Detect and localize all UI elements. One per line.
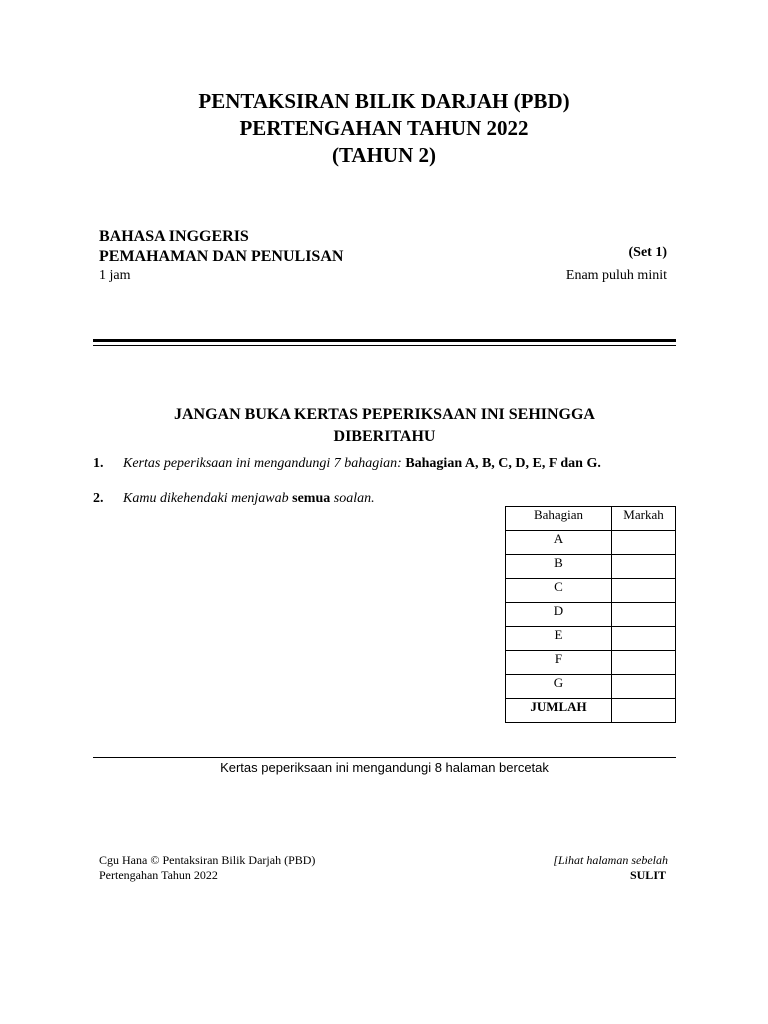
section-cell: B <box>506 555 612 579</box>
header-title-line1: PENTAKSIRAN BILIK DARJAH (PBD) <box>198 89 570 113</box>
warning-line1: JANGAN BUKA KERTAS PEPERIKSAAN INI SEHINGGA <box>174 406 595 423</box>
set-label: (Set 1) <box>628 245 667 260</box>
section-cell: D <box>506 603 612 627</box>
instruction-text: Kertas peperiksaan ini mengandungi 7 bahagian: <box>123 456 406 471</box>
instruction-text-end: soalan. <box>330 491 375 506</box>
footer-credit: Cgu Hana © Pentaksiran Bilik Darjah (PBD) <box>99 853 316 867</box>
subject-name: BAHASA INGGERIS <box>99 228 249 245</box>
table-row <box>506 531 676 555</box>
mark-cell[interactable] <box>612 651 676 675</box>
page-count-note: Kertas peperiksaan ini mengandungi 8 halaman bercetak <box>220 760 549 775</box>
table-row <box>506 651 676 675</box>
total-label: JUMLAH <box>506 699 612 723</box>
mark-cell[interactable] <box>612 579 676 603</box>
table-row <box>506 555 676 579</box>
section-cell: F <box>506 651 612 675</box>
table-row <box>506 675 676 699</box>
footer-divider <box>93 757 676 758</box>
table-row <box>506 579 676 603</box>
section-cell: G <box>506 675 612 699</box>
header-markah: Markah <box>612 507 676 531</box>
mark-cell[interactable] <box>612 531 676 555</box>
instruction-1 <box>93 456 601 472</box>
footer-sulit: SULIT <box>629 868 666 882</box>
instruction-bold: semua <box>292 491 331 506</box>
instruction-2 <box>93 491 375 507</box>
section-cell: A <box>506 531 612 555</box>
section-cell: C <box>506 579 612 603</box>
header-bahagian: Bahagian <box>506 507 612 531</box>
divider-thick <box>93 339 676 342</box>
table-row <box>506 603 676 627</box>
instruction-number: 1. <box>93 456 104 471</box>
duration: 1 jam <box>99 268 131 283</box>
mark-cell[interactable] <box>612 603 676 627</box>
paper-name: PEMAHAMAN DAN PENULISAN <box>99 248 344 265</box>
mark-cell[interactable] <box>612 675 676 699</box>
footer-term: Pertengahan Tahun 2022 <box>99 868 218 882</box>
mark-cell[interactable] <box>612 555 676 579</box>
table-row <box>506 627 676 651</box>
table-total-row <box>506 699 676 723</box>
mark-cell[interactable] <box>612 627 676 651</box>
marks-table <box>505 506 676 723</box>
instruction-number: 2. <box>93 491 104 506</box>
total-cell[interactable] <box>612 699 676 723</box>
header-title-line3: (TAHUN 2) <box>331 143 436 167</box>
instruction-bold: Bahagian A, B, C, D, E, F dan G. <box>405 456 601 471</box>
divider-thin <box>93 345 676 346</box>
header-title-line2: PERTENGAHAN TAHUN 2022 <box>239 116 529 140</box>
duration-words: Enam puluh minit <box>565 268 667 283</box>
section-cell: E <box>506 627 612 651</box>
instruction-text: Kamu dikehendaki menjawab <box>123 491 293 506</box>
footer-next-page: [Lihat halaman sebelah <box>553 853 668 867</box>
warning-line2: DIBERITAHU <box>333 428 436 445</box>
table-header-row <box>506 507 676 531</box>
